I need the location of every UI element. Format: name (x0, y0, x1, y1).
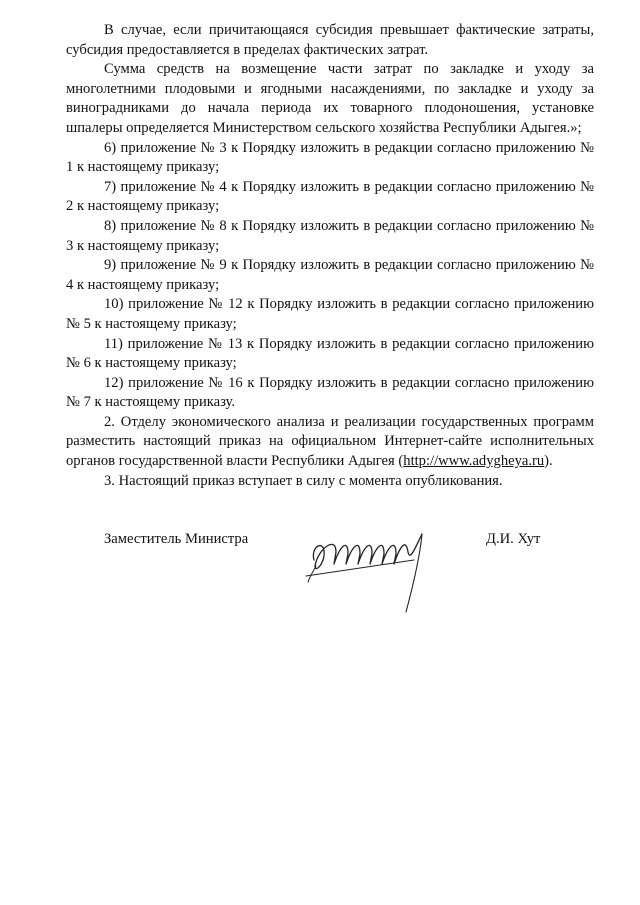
signatory-title: Заместитель Министра (104, 531, 249, 547)
list-item-8: 8) приложение № 8 к Порядку изложить в редакции согласно приложению № 3 к настоящему приказу; (66, 217, 594, 254)
signatory-name: Д.И. Хут (486, 531, 541, 547)
document-page (66, 21, 594, 547)
item-2-paragraph (66, 413, 594, 472)
list-item-6: 6) приложение № 3 к Порядку изложить в редакции согласно приложению № 1 к настоящему приказу; (66, 139, 594, 176)
paragraph-subsidy-amount: Сумма средств на возмещение части затрат по закладке и уходу за многолетними плодовыми и ягодными насаждениями, по закладке и уходу за виноградниками до начала периода их товарного плодоношения, установке шпалеры определяется Министерством сельского хозяйства Республики Адыгея.»; (66, 61, 594, 136)
list-item-9: 9) приложение № 9 к Порядку изложить в редакции согласно приложению № 4 к настоящему приказу; (66, 257, 594, 293)
item-2-text: 2. Отделу экономического анализа и реализации государственных программ разместить настоящий приказ на официальном Интернет-сайте исполнительных органов государственной власти Республики Адыгея ( (66, 413, 594, 470)
item-2-suffix: ). (544, 453, 553, 470)
signature-block (66, 530, 594, 630)
list-item-12: 12) приложение № 16 к Порядку изложить в редакции согласно приложению № 7 к настоящему приказу. (66, 374, 594, 411)
paragraph-subsidy-limit: В случае, если причитающаяся субсидия превышает фактические затраты, субсидия предоставляется в пределах фактических затрат. (66, 22, 594, 58)
list-item-7: 7) приложение № 4 к Порядку изложить в редакции согласно приложению № 2 к настоящему приказу; (66, 178, 594, 215)
list-item-11: 11) приложение № 13 к Порядку изложить в редакции согласно приложению № 6 к настоящему приказу; (66, 335, 594, 372)
list-item-10: 10) приложение № 12 к Порядку изложить в редакции согласно приложению № 5 к настоящему приказу; (66, 296, 594, 332)
website-link[interactable]: http://www.adygheya.ru (403, 453, 545, 470)
item-3-paragraph: 3. Настоящий приказ вступает в силу с момента опубликования. (104, 472, 503, 489)
handwritten-signature (302, 516, 442, 620)
